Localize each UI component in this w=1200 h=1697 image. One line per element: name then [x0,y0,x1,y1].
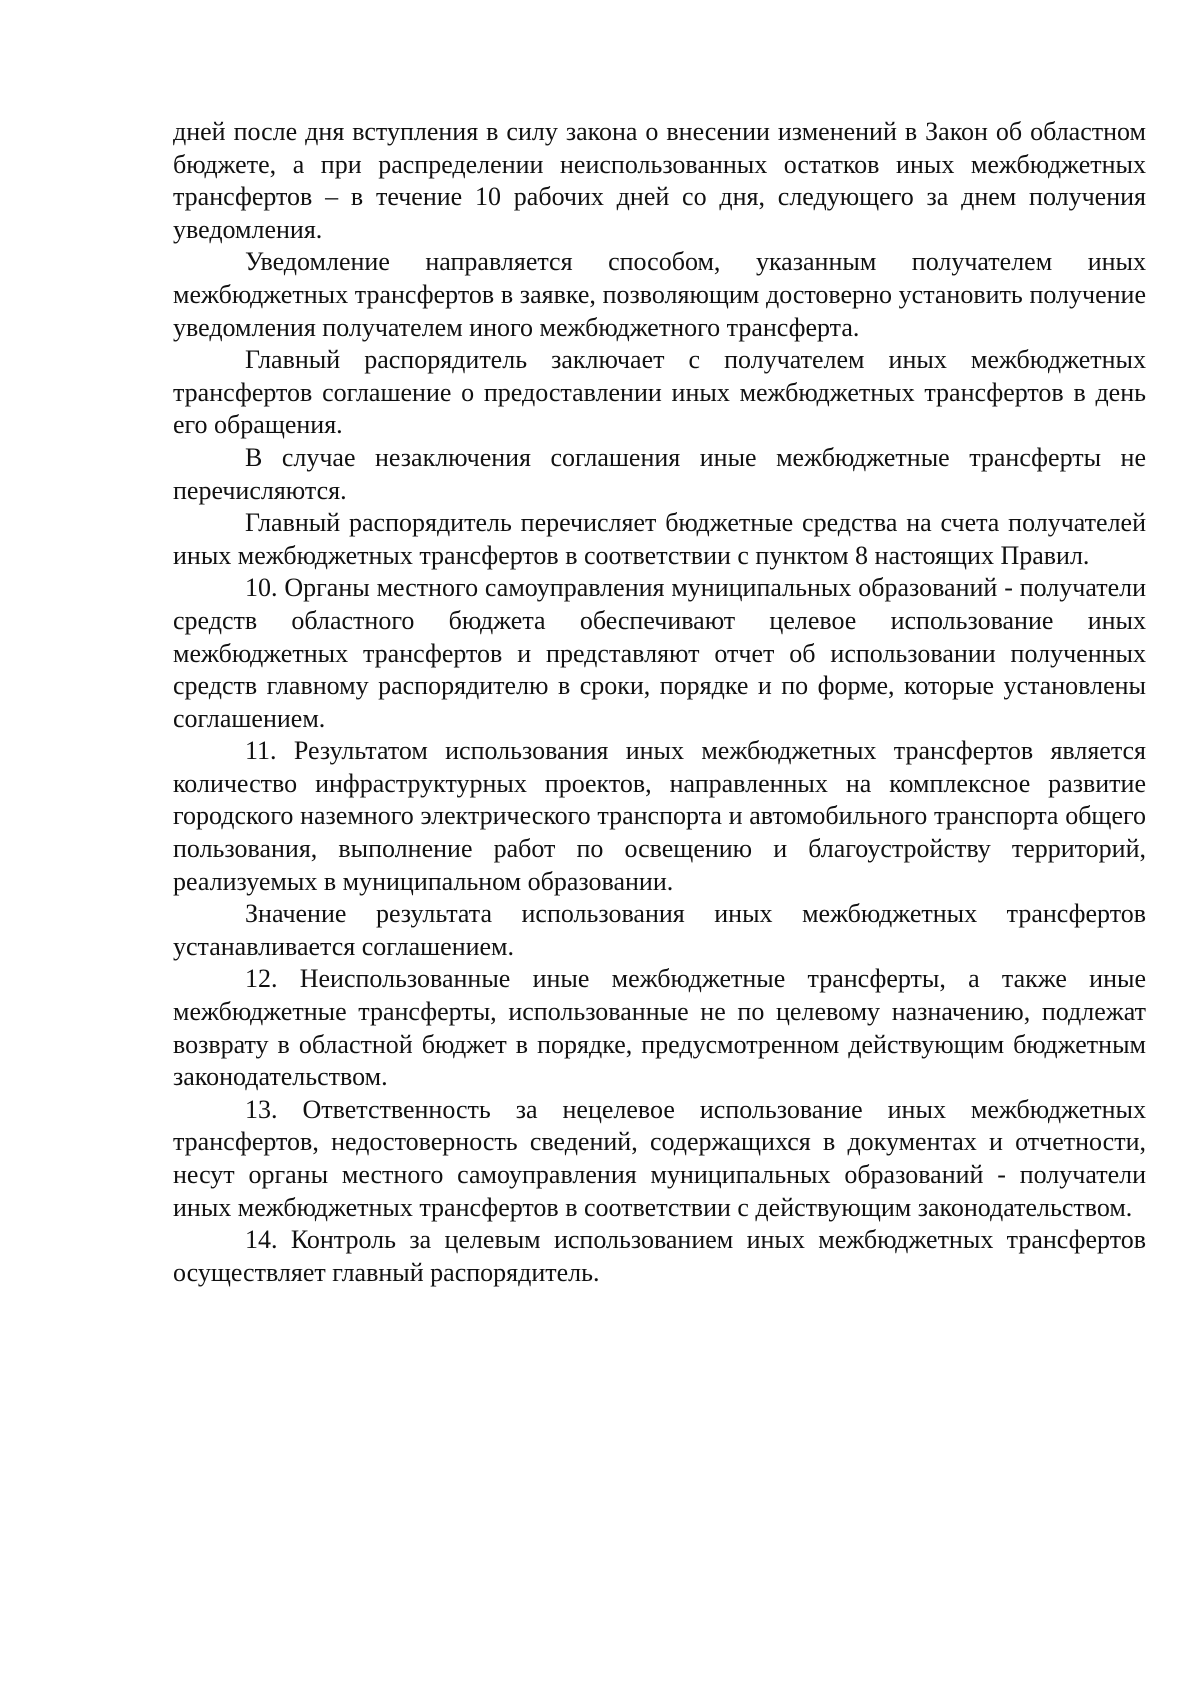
paragraph-result-value: Значение результата использования иных межбюджетных трансфертов устанавливается соглашением. [173,899,1146,961]
paragraph-item-10: 10. Органы местного самоуправления муниципальных образований - получатели средств областного бюджета обеспечивают целевое использование иных межбюджетных трансфертов и представляют отчет об использовании полученных средств главному распорядителю в сроки, порядке и по форме, которые установлены соглашением. [173,573,1146,733]
paragraph-continuation: дней после дня вступления в силу закона о внесении изменений в Закон об областном бюджете, а при распределении неиспользованных остатков иных межбюджетных трансфертов – в течение 10 рабочих дней со дня, следующего за днем получения уведомления. [173,117,1146,244]
paragraph-notification-method: Уведомление направляется способом, указанным получателем иных межбюджетных трансфертов в заявке, позволяющим достоверно установить получение уведомления получателем иного межбюджетного трансферта. [173,247,1146,342]
paragraph-no-agreement: В случае незаключения соглашения иные межбюджетные трансферты не перечисляются. [173,442,1146,505]
paragraph-item-14: 14. Контроль за целевым использованием иных межбюджетных трансфертов осуществляет главный распорядитель. [173,1225,1146,1287]
paragraph-transfer-funds: Главный распорядитель перечисляет бюджетные средства на счета получателей иных межбюджетных трансфертов в соответствии с пунктом 8 настоящих Правил. [173,508,1146,570]
paragraph-item-11: 11. Результатом использования иных межбюджетных трансфертов является количество инфраструктурных проектов, направленных на комплексное развитие городского наземного электрического транспорта и автомобильного транспорта общего пользования, выполнение работ по освещению и благоустройству территорий, реализуемых в муниципальном образовании. [173,736,1146,896]
document-body [173,116,1146,1289]
paragraph-item-12: 12. Неиспользованные иные межбюджетные трансферты, а также иные межбюджетные трансферты, использованные не по целевому назначению, подлежат возврату в областной бюджет в порядке, предусмотренном действующим бюджетным законодательством. [173,964,1146,1092]
paragraph-item-13: 13. Ответственность за нецелевое использование иных межбюджетных трансфертов, недостоверность сведений, содержащихся в документах и отчетности, несут органы местного самоуправления муниципальных образований - получатели иных межбюджетных трансфертов в соответствии с действующим законодательством. [173,1094,1146,1222]
paragraph-agreement: Главный распорядитель заключает с получателем иных межбюджетных трансфертов соглашение о предоставлении иных межбюджетных трансфертов в день его обращения. [173,345,1146,440]
